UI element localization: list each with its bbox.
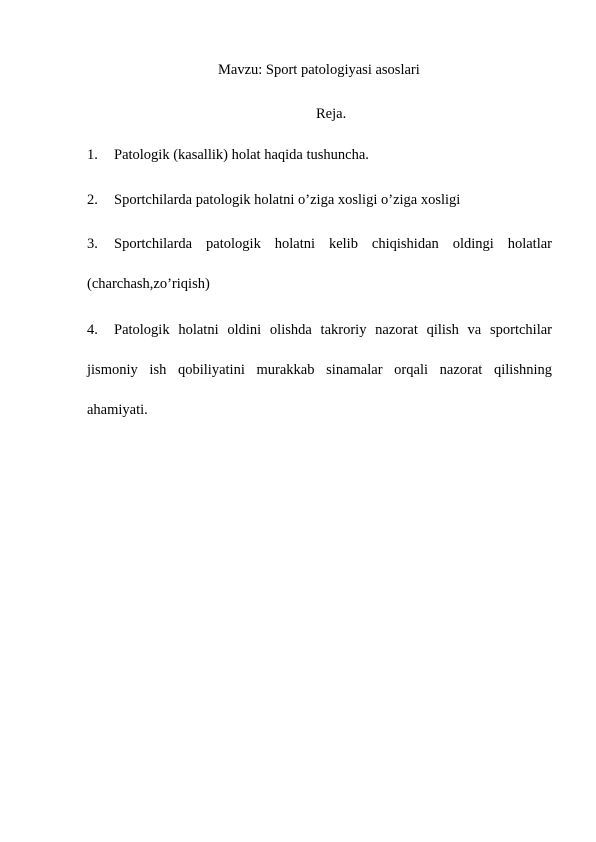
plan-item-4 (87, 310, 552, 430)
plan-item-3 (87, 224, 552, 304)
plan-item-number: 2. (87, 192, 98, 208)
plan-item-text: Patologik holatni oldini olishda takroriy nazorat qilish va sportchilar jismoniy ish qobiliyatini murakkab sinamalar orqali nazorat qilishning ahamiyati. (87, 322, 552, 418)
plan-item-1 (87, 135, 552, 175)
plan-item-number: 4. (87, 322, 98, 338)
plan-item-number: 3. (87, 236, 98, 252)
plan-item-text: Sportchilarda patologik holatni o’ziga xosligi o’ziga xosligi (114, 192, 461, 208)
plan-item-number: 1. (87, 147, 98, 163)
plan-item-text: Patologik (kasallik) holat haqida tushuncha. (114, 147, 369, 163)
document-title: Mavzu: Sport patologiyasi asoslari (218, 62, 420, 78)
plan-item-2 (87, 180, 552, 220)
plan-heading: Reja. (316, 106, 347, 122)
plan-item-text: Sportchilarda patologik holatni kelib chiqishidan oldingi holatlar (charchash,zo’riqish) (87, 236, 552, 292)
